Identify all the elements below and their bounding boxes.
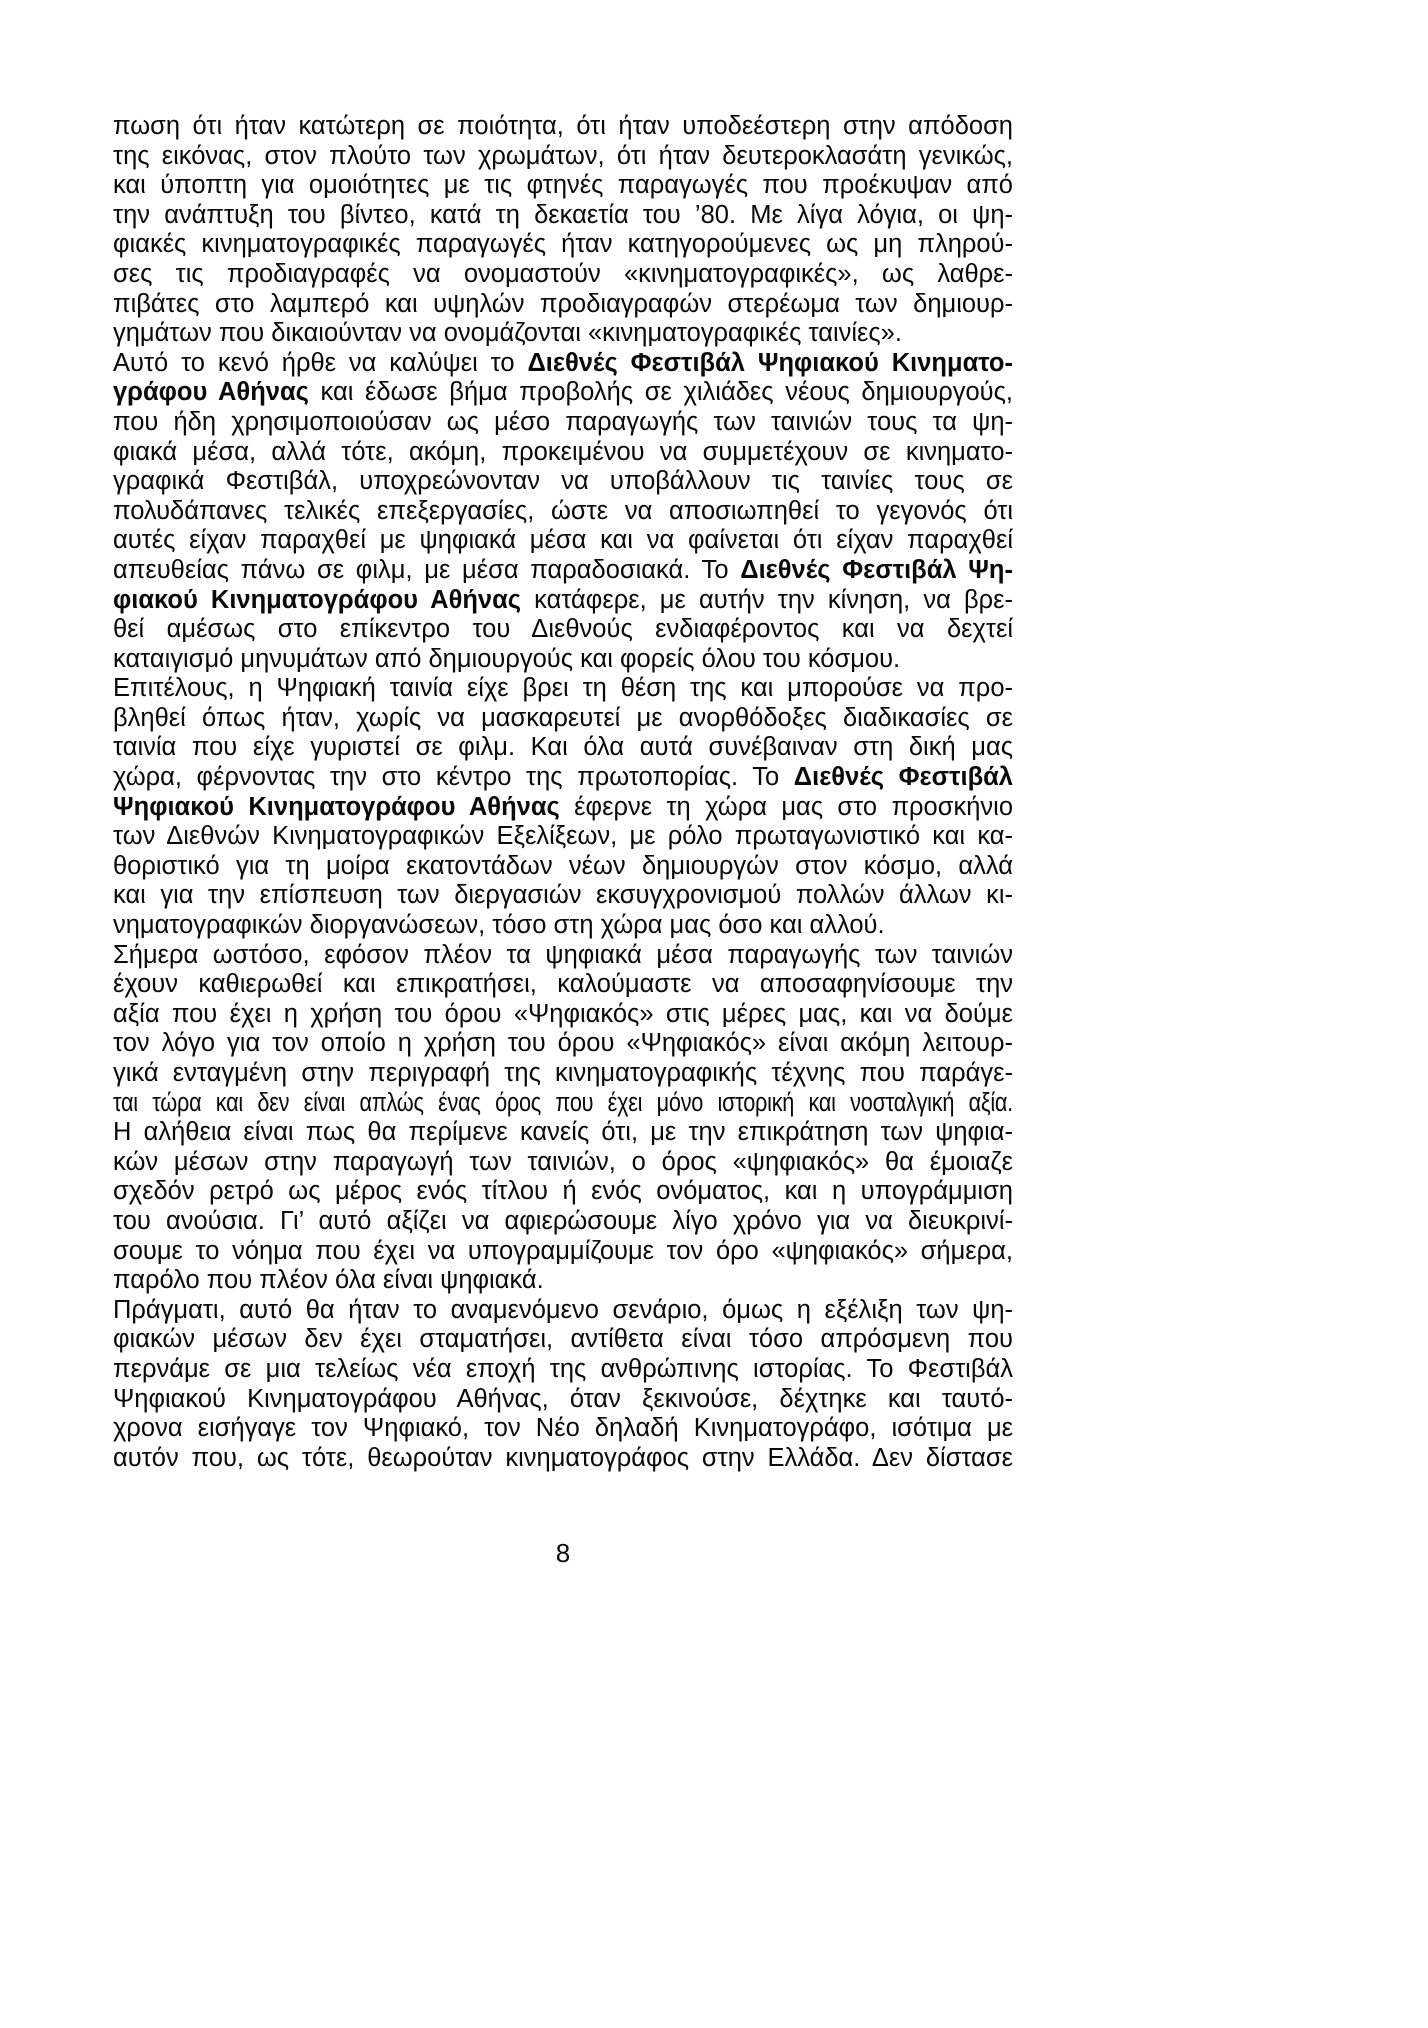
text-segment: έχουν καθιερωθεί και επικρατήσει, καλούμαστε να αποσαφηνίσουμε την xyxy=(113,970,1013,999)
text-segment: τον λόγο για τον οποίο η χρήση του όρου «Ψηφιακός» είναι ακόμη λειτουρ- xyxy=(113,1029,1013,1058)
text-segment: σες τις προδιαγραφές να ονομαστούν «κινηματογραφικές», ως λαθρε- xyxy=(113,259,1013,288)
text-segment: των Διεθνών Κινηματογραφικών Εξελίξεων, με ρόλο πρωταγωνιστικό και κα- xyxy=(113,822,1013,851)
page-number: 8 xyxy=(555,1538,571,1568)
text-segment: πολυδάπανες τελικές επεξεργασίες, ώστε να αποσιωπηθεί το γεγονός ότι xyxy=(113,496,1013,525)
text-line xyxy=(113,911,1013,941)
paragraph xyxy=(113,1296,1013,1474)
text-line xyxy=(113,142,1013,172)
text-line xyxy=(113,526,1013,556)
text-line xyxy=(113,881,1013,911)
text-line xyxy=(113,1177,1013,1207)
paragraph xyxy=(113,674,1013,940)
text-segment: βληθεί όπως ήταν, χωρίς να μασκαρευτεί με ανορθόδοξες διαδικασίες σε xyxy=(113,703,1013,732)
text-line xyxy=(113,1207,1013,1237)
festival-name-bold: γράφου Αθήνας xyxy=(113,378,309,407)
text-line xyxy=(113,586,1013,616)
text-segment: Επιτέλους, η Ψηφιακή ταινία είχε βρει τη θέση της και μπορούσε να προ- xyxy=(113,674,1013,703)
text-segment: γικά ενταγμένη στην περιγραφή της κινηματογραφικής τέχνης που παράγε- xyxy=(113,1059,1013,1087)
text-segment: που ήδη χρησιμοποιούσαν ως μέσο παραγωγής των ταινιών τους τα ψη- xyxy=(113,407,1013,436)
text-segment: έφερνε τη χώρα μας στο προσκήνιο xyxy=(559,792,1013,821)
text-line xyxy=(113,1089,1013,1119)
text-segment: νηματογραφικών διοργανώσεων, τόσο στη χώρα μας όσο και αλλού. xyxy=(113,911,885,940)
text-segment: παρόλο που πλέον όλα είναι ψηφιακά. xyxy=(113,1266,544,1295)
paragraph xyxy=(113,349,1013,675)
text-line xyxy=(113,1118,1013,1148)
paragraph xyxy=(113,1118,1013,1296)
text-segment: και έδωσε βήμα προβολής σε χιλιάδες νέους δημιουργούς, xyxy=(308,378,1014,407)
text-line xyxy=(113,1237,1013,1267)
text-line xyxy=(113,201,1013,231)
text-line xyxy=(113,260,1013,290)
text-line xyxy=(113,852,1013,882)
text-line xyxy=(113,378,1013,408)
text-segment: φιακές κινηματογραφικές παραγωγές ήταν κατηγορούμενες ως μη πληρού- xyxy=(113,230,1013,259)
paragraph xyxy=(113,112,1013,349)
text-line xyxy=(113,230,1013,260)
text-line xyxy=(113,1266,1013,1296)
text-segment: σχεδόν ρετρό ως μέρος ενός τίτλου ή ενός ονόματος, και η υπογράμμιση xyxy=(113,1177,1013,1206)
text-line xyxy=(113,1414,1013,1444)
text-line xyxy=(113,674,1013,704)
text-line xyxy=(113,1000,1013,1030)
text-segment: γημάτων που δικαιούνταν να ονομάζονται «κινηματογραφικές ταινίες». xyxy=(113,319,902,348)
text-line xyxy=(113,1385,1013,1415)
text-segment: χρονα εισήγαγε τον Ψηφιακό, τον Νέο δηλαδή Κινηματογράφο, ισότιμα με xyxy=(113,1414,1013,1443)
text-line xyxy=(113,497,1013,527)
text-segment: χώρα, φέρνοντας την στο κέντρο της πρωτοπορίας. Το xyxy=(113,763,794,792)
text-segment: θοριστικό για τη μοίρα εκατοντάδων νέων δημιουργών στον κόσμο, αλλά xyxy=(113,851,1013,880)
text-segment: πωση ότι ήταν κατώτερη σε ποιότητα, ότι ήταν υποδεέστερη στην απόδοση xyxy=(113,112,1013,140)
text-line xyxy=(113,467,1013,497)
text-segment: πιβάτες στο λαμπερό και υψηλών προδιαγραφών στερέωμα των δημιουρ- xyxy=(113,289,1013,318)
festival-name-bold: φιακού Κινηματογράφου Αθήνας xyxy=(113,585,522,614)
text-line xyxy=(113,1355,1013,1385)
festival-name-bold: Ψηφιακού Κινηματογράφου Αθήνας xyxy=(113,792,560,821)
text-line xyxy=(113,645,1013,675)
text-segment: Αυτό το κενό ήρθε να καλύψει το xyxy=(113,348,528,377)
text-segment: αυτόν που, ως τότε, θεωρούταν κινηματογράφος στην Ελλάδα. Δεν δίστασε xyxy=(113,1443,1013,1472)
text-line xyxy=(113,793,1013,823)
text-segment: της εικόνας, στον πλούτο των χρωμάτων, ότι ήταν δευτεροκλασάτη γενικώς, xyxy=(113,141,1013,170)
text-segment: και για την επίσπευση των διεργασιών εκσυγχρονισμού πολλών άλλων κι- xyxy=(113,881,1013,910)
text-segment: γραφικά Φεστιβάλ, υποχρεώνονταν να υποβάλλουν τις ταινίες τους σε xyxy=(113,467,1013,496)
text-segment: Σήμερα ωστόσο, εφόσον πλέον τα ψηφιακά μέσα παραγωγής των ταινιών xyxy=(113,940,1013,969)
text-segment: περνάμε σε μια τελείως νέα εποχή της ανθρώπινης ιστορίας. Το Φεστιβάλ xyxy=(113,1354,1013,1383)
text-line xyxy=(113,556,1013,586)
text-segment: ταινία που είχε γυριστεί σε φιλμ. Και όλα αυτά συνέβαιναν στη δική μας xyxy=(113,733,1013,762)
text-line xyxy=(113,1325,1013,1355)
text-segment: απευθείας πάνω σε φιλμ, με μέσα παραδοσιακά. Το xyxy=(113,555,741,584)
text-line xyxy=(113,704,1013,734)
text-line xyxy=(113,112,1013,142)
text-segment: φιακά μέσα, αλλά τότε, ακόμη, προκειμένου να συμμετέχουν σε κινηματο- xyxy=(113,437,1013,466)
text-line xyxy=(113,941,1013,971)
festival-name-bold: Διεθνές Φεστιβάλ Ψη- xyxy=(740,555,1014,584)
text-segment: αξία που έχει η χρήση του όρου «Ψηφιακός» στις μέρες μας, και να δούμε xyxy=(113,999,1013,1028)
text-segment: θεί αμέσως στο επίκεντρο του Διεθνούς ενδιαφέροντος και να δεχτεί xyxy=(113,615,1013,644)
festival-name-bold: Διεθνές Φεστιβάλ Ψηφιακού Κινηματο- xyxy=(527,348,1013,377)
text-segment: σουμε το νόημα που έχει να υπογραμμίζουμε τον όρο «ψηφιακός» σήμερα, xyxy=(113,1236,1013,1265)
text-line xyxy=(113,408,1013,438)
text-segment: και ύποπτη για ομοιότητες με τις φτηνές παραγωγές που προέκυψαν από xyxy=(113,171,1013,200)
festival-name-bold: Διεθνές Φεστιβάλ xyxy=(793,763,1013,792)
text-segment: ται τώρα και δεν είναι απλώς ένας όρος που έχει μόνο ιστορική και νοσταλγική αξία. xyxy=(113,1088,1013,1117)
text-line xyxy=(113,1296,1013,1326)
text-segment: Πράγματι, αυτό θα ήταν το αναμενόμενο σενάριο, όμως η εξέλιξη των ψη- xyxy=(113,1295,1013,1324)
text-line xyxy=(113,438,1013,468)
paragraph xyxy=(113,941,1013,1119)
text-line xyxy=(113,1148,1013,1178)
text-segment: κών μέσων στην παραγωγή των ταινιών, ο όρος «ψηφιακός» θα έμοιαζε xyxy=(113,1147,1013,1176)
text-line xyxy=(113,763,1013,793)
text-line xyxy=(113,822,1013,852)
body-text xyxy=(113,112,1013,1473)
text-segment: του ανούσια. Γι’ αυτό αξίζει να αφιερώσουμε λίγο χρόνο για να διευκρινί- xyxy=(113,1206,1013,1235)
text-line xyxy=(113,171,1013,201)
text-segment: καταιγισμό μηνυμάτων από δημιουργούς και φορείς όλου του κόσμου. xyxy=(113,644,901,673)
text-line xyxy=(113,1444,1013,1474)
text-segment: φιακών μέσων δεν έχει σταματήσει, αντίθετα είναι τόσο απρόσμενη που xyxy=(113,1325,1013,1354)
text-line xyxy=(113,319,1013,349)
text-segment: Η αλήθεια είναι πως θα περίμενε κανείς ότι, με την επικράτηση των ψηφια- xyxy=(113,1118,1013,1147)
text-line xyxy=(113,615,1013,645)
text-line xyxy=(113,733,1013,763)
text-line xyxy=(113,1029,1013,1059)
text-segment: αυτές είχαν παραχθεί με ψηφιακά μέσα και να φαίνεται ότι είχαν παραχθεί xyxy=(113,526,1013,555)
text-segment: κατάφερε, με αυτήν την κίνηση, να βρε- xyxy=(521,585,1013,614)
text-segment: την ανάπτυξη του βίντεο, κατά τη δεκαετία του ’80. Με λίγα λόγια, οι ψη- xyxy=(113,200,1013,229)
text-line xyxy=(113,290,1013,320)
text-line xyxy=(113,1059,1013,1089)
text-line xyxy=(113,970,1013,1000)
text-segment: Ψηφιακού Κινηματογράφου Αθήνας, όταν ξεκινούσε, δέχτηκε και ταυτό- xyxy=(113,1384,1013,1413)
text-line xyxy=(113,349,1013,379)
